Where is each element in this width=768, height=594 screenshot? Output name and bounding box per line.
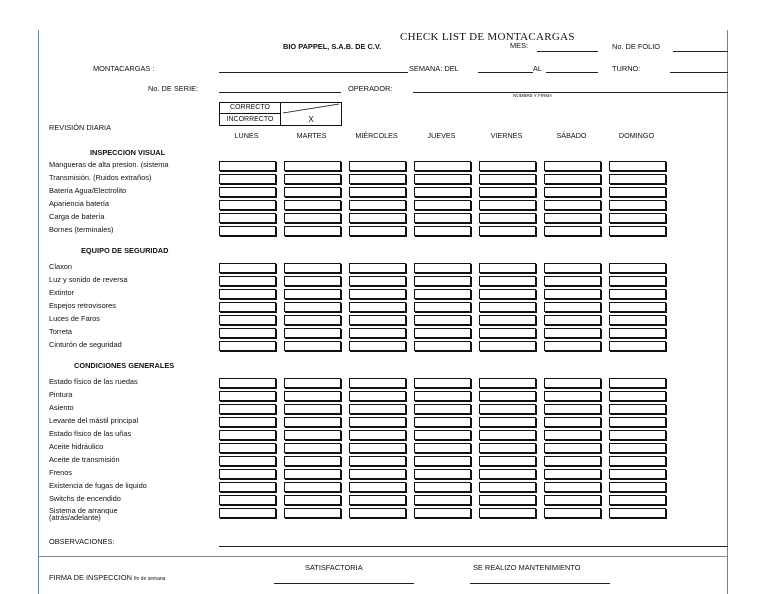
legend-box xyxy=(219,102,342,126)
checkbox-domingo[interactable] xyxy=(609,276,666,286)
checkbox-lunes[interactable] xyxy=(219,508,276,518)
operador-field[interactable] xyxy=(413,92,728,93)
checkbox-domingo[interactable] xyxy=(609,187,666,197)
checkbox-miercoles[interactable] xyxy=(349,404,406,414)
checkbox-jueves[interactable] xyxy=(414,200,471,210)
item-label: Existencia de fugas de liquido xyxy=(49,481,147,490)
checkbox-martes[interactable] xyxy=(284,341,341,351)
checkbox-viernes[interactable] xyxy=(479,417,536,427)
checkbox-jueves[interactable] xyxy=(414,391,471,401)
checkbox-viernes[interactable] xyxy=(479,161,536,171)
day-header-domingo: DOMINGO xyxy=(618,131,655,140)
checkbox-martes[interactable] xyxy=(284,263,341,273)
checkbox-sabado[interactable] xyxy=(544,276,601,286)
checkbox-miercoles[interactable] xyxy=(349,508,406,518)
footer-divider xyxy=(39,556,728,557)
checkbox-viernes[interactable] xyxy=(479,328,536,338)
checkbox-sabado[interactable] xyxy=(544,174,601,184)
checkbox-lunes[interactable] xyxy=(219,495,276,505)
checkbox-jueves[interactable] xyxy=(414,289,471,299)
item-label: Bornes (terminales) xyxy=(49,225,114,234)
serie-field[interactable] xyxy=(219,92,341,93)
revision-diaria-label: REVISIÓN DIARIA xyxy=(49,123,112,132)
checkbox-jueves[interactable] xyxy=(414,276,471,286)
checkbox-martes[interactable] xyxy=(284,417,341,427)
checkbox-sabado[interactable] xyxy=(544,213,601,223)
checkbox-sabado[interactable] xyxy=(544,302,601,312)
folio-field[interactable] xyxy=(673,51,728,52)
checkbox-miercoles[interactable] xyxy=(349,495,406,505)
checkbox-domingo[interactable] xyxy=(609,213,666,223)
checkbox-martes[interactable] xyxy=(284,328,341,338)
item-label: Frenos xyxy=(49,468,73,477)
checkbox-lunes[interactable] xyxy=(219,469,276,479)
checkbox-lunes[interactable] xyxy=(219,315,276,325)
serie-label: No. DE SERIE: xyxy=(148,84,199,93)
checkbox-miercoles[interactable] xyxy=(349,161,406,171)
checkbox-lunes[interactable] xyxy=(219,482,276,492)
item-label: Luces de Faros xyxy=(49,314,100,323)
item-label: Asiento xyxy=(49,403,74,412)
checkbox-sabado[interactable] xyxy=(544,328,601,338)
checkbox-lunes[interactable] xyxy=(219,430,276,440)
checkbox-martes[interactable] xyxy=(284,430,341,440)
checkbox-sabado[interactable] xyxy=(544,430,601,440)
checkbox-miercoles[interactable] xyxy=(349,443,406,453)
item-label: Luz y sonido de reversa xyxy=(49,275,128,284)
checkbox-miercoles[interactable] xyxy=(349,276,406,286)
checkbox-viernes[interactable] xyxy=(479,495,536,505)
checkbox-lunes[interactable] xyxy=(219,404,276,414)
checkbox-martes[interactable] xyxy=(284,174,341,184)
checkbox-lunes[interactable] xyxy=(219,187,276,197)
checkbox-viernes[interactable] xyxy=(479,302,536,312)
checkbox-martes[interactable] xyxy=(284,495,341,505)
item-label: Sistema de arranque (atrás/adelante) xyxy=(49,506,118,522)
checkbox-jueves[interactable] xyxy=(414,174,471,184)
checkbox-martes[interactable] xyxy=(284,443,341,453)
checkbox-miercoles[interactable] xyxy=(349,302,406,312)
checkbox-miercoles[interactable] xyxy=(349,417,406,427)
item-label: Carga de batería xyxy=(49,212,105,221)
checkbox-domingo[interactable] xyxy=(609,508,666,518)
checkbox-jueves[interactable] xyxy=(414,430,471,440)
checkbox-viernes[interactable] xyxy=(479,469,536,479)
checkbox-jueves[interactable] xyxy=(414,404,471,414)
checkbox-miercoles[interactable] xyxy=(349,289,406,299)
checkbox-sabado[interactable] xyxy=(544,226,601,236)
checkbox-viernes[interactable] xyxy=(479,289,536,299)
checkbox-sabado[interactable] xyxy=(544,391,601,401)
company-name: BIO PAPPEL, S.A.B. DE C.V. xyxy=(283,42,382,51)
legend-correcto: CORRECTO xyxy=(220,103,281,114)
checkbox-sabado[interactable] xyxy=(544,404,601,414)
checkbox-viernes[interactable] xyxy=(479,263,536,273)
al-label: AL xyxy=(533,64,543,73)
checkbox-domingo[interactable] xyxy=(609,302,666,312)
item-label: Aceite de transmisión xyxy=(49,455,120,464)
checkbox-miercoles[interactable] xyxy=(349,263,406,273)
checkbox-lunes[interactable] xyxy=(219,226,276,236)
checkbox-jueves[interactable] xyxy=(414,495,471,505)
checkbox-martes[interactable] xyxy=(284,213,341,223)
legend-incorrecto: INCORRECTO xyxy=(220,114,281,125)
checkbox-sabado[interactable] xyxy=(544,378,601,388)
checkbox-jueves[interactable] xyxy=(414,341,471,351)
checkbox-viernes[interactable] xyxy=(479,456,536,466)
checkbox-domingo[interactable] xyxy=(609,456,666,466)
checkbox-lunes[interactable] xyxy=(219,456,276,466)
checkbox-domingo[interactable] xyxy=(609,417,666,427)
montacargas-label: MONTACARGAS : xyxy=(93,64,155,73)
checkbox-jueves[interactable] xyxy=(414,226,471,236)
checkbox-jueves[interactable] xyxy=(414,187,471,197)
item-label: Apariencia batería xyxy=(49,199,109,208)
checkbox-viernes[interactable] xyxy=(479,482,536,492)
montacargas-field[interactable] xyxy=(219,72,408,73)
satisfactoria-field[interactable] xyxy=(274,583,414,584)
item-label: Claxon xyxy=(49,262,73,271)
checkbox-jueves[interactable] xyxy=(414,302,471,312)
checkbox-domingo[interactable] xyxy=(609,161,666,171)
checkbox-jueves[interactable] xyxy=(414,315,471,325)
checkbox-miercoles[interactable] xyxy=(349,187,406,197)
checkbox-domingo[interactable] xyxy=(609,328,666,338)
checkbox-sabado[interactable] xyxy=(544,200,601,210)
checkbox-miercoles[interactable] xyxy=(349,378,406,388)
checkbox-viernes[interactable] xyxy=(479,187,536,197)
checkbox-domingo[interactable] xyxy=(609,404,666,414)
checkbox-lunes[interactable] xyxy=(219,341,276,351)
item-label: Torreta xyxy=(49,327,73,336)
document-title: CHECK LIST DE MONTACARGAS xyxy=(400,31,575,43)
checkbox-martes[interactable] xyxy=(284,482,341,492)
checkbox-martes[interactable] xyxy=(284,404,341,414)
mes-label: MES: xyxy=(510,41,529,50)
checkbox-sabado[interactable] xyxy=(544,417,601,427)
checkbox-martes[interactable] xyxy=(284,378,341,388)
day-header-lunes: LUNES xyxy=(234,131,259,140)
folio-label: No. DE FOLIO xyxy=(612,42,661,51)
checkbox-miercoles[interactable] xyxy=(349,226,406,236)
checkbox-domingo[interactable] xyxy=(609,226,666,236)
item-label: Switchs de encendido xyxy=(49,494,121,503)
turno-field[interactable] xyxy=(670,72,728,73)
checkbox-jueves[interactable] xyxy=(414,456,471,466)
checkbox-lunes[interactable] xyxy=(219,161,276,171)
item-label: Extintor xyxy=(49,288,75,297)
checkbox-domingo[interactable] xyxy=(609,289,666,299)
checkbox-domingo[interactable] xyxy=(609,391,666,401)
item-label: Levante del mástil principal xyxy=(49,416,139,425)
checkbox-jueves[interactable] xyxy=(414,161,471,171)
checkbox-miercoles[interactable] xyxy=(349,391,406,401)
checkbox-miercoles[interactable] xyxy=(349,456,406,466)
checkbox-viernes[interactable] xyxy=(479,200,536,210)
checkbox-lunes[interactable] xyxy=(219,200,276,210)
checkbox-viernes[interactable] xyxy=(479,341,536,351)
turno-label: TURNO: xyxy=(612,64,641,73)
checkbox-jueves[interactable] xyxy=(414,508,471,518)
checkbox-domingo[interactable] xyxy=(609,378,666,388)
checkbox-martes[interactable] xyxy=(284,456,341,466)
checkbox-jueves[interactable] xyxy=(414,482,471,492)
checkbox-miercoles[interactable] xyxy=(349,341,406,351)
semana-label: SEMANA: DEL xyxy=(409,64,459,73)
checkbox-martes[interactable] xyxy=(284,391,341,401)
checkbox-miercoles[interactable] xyxy=(349,200,406,210)
checkbox-viernes[interactable] xyxy=(479,508,536,518)
checkbox-martes[interactable] xyxy=(284,226,341,236)
checkbox-jueves[interactable] xyxy=(414,378,471,388)
checkbox-martes[interactable] xyxy=(284,276,341,286)
checkbox-lunes[interactable] xyxy=(219,391,276,401)
page-left-border xyxy=(38,30,39,594)
item-label: Aceite hidráulico xyxy=(49,442,104,451)
checkbox-martes[interactable] xyxy=(284,161,341,171)
checkbox-lunes[interactable] xyxy=(219,213,276,223)
checkbox-jueves[interactable] xyxy=(414,417,471,427)
checkbox-martes[interactable] xyxy=(284,200,341,210)
operador-label: OPERADOR: xyxy=(348,84,393,93)
checkbox-domingo[interactable] xyxy=(609,443,666,453)
checkbox-miercoles[interactable] xyxy=(349,315,406,325)
legend-correct-mark-icon xyxy=(281,103,341,114)
day-header-sabado: SÁBADO xyxy=(556,131,587,140)
checkbox-martes[interactable] xyxy=(284,508,341,518)
checkbox-miercoles[interactable] xyxy=(349,469,406,479)
satisfactoria-label: SATISFACTORIA xyxy=(305,563,363,572)
checkbox-lunes[interactable] xyxy=(219,289,276,299)
nombre-firma-caption: NOMBRE Y FIRMA xyxy=(513,93,553,98)
page-right-border xyxy=(727,30,728,594)
checkbox-lunes[interactable] xyxy=(219,417,276,427)
day-header-viernes: VIERNES xyxy=(490,131,523,140)
checkbox-lunes[interactable] xyxy=(219,263,276,273)
checkbox-domingo[interactable] xyxy=(609,200,666,210)
checkbox-jueves[interactable] xyxy=(414,469,471,479)
section-title-seguridad: EQUIPO DE SEGURIDAD xyxy=(81,246,169,255)
section-title-visual: INSPECCION VISUAL xyxy=(90,148,166,157)
checkbox-lunes[interactable] xyxy=(219,328,276,338)
semana-del-field[interactable] xyxy=(478,72,533,73)
checkbox-miercoles[interactable] xyxy=(349,430,406,440)
mantenimiento-field[interactable] xyxy=(470,583,610,584)
item-label: Estado físico de las ruedas xyxy=(49,377,138,386)
checkbox-lunes[interactable] xyxy=(219,174,276,184)
mantenimiento-label: SE REALIZO MANTENIMIENTO xyxy=(473,563,581,572)
checkbox-lunes[interactable] xyxy=(219,378,276,388)
checkbox-martes[interactable] xyxy=(284,302,341,312)
checkbox-sabado[interactable] xyxy=(544,443,601,453)
checkbox-sabado[interactable] xyxy=(544,495,601,505)
checkbox-viernes[interactable] xyxy=(479,315,536,325)
checkbox-lunes[interactable] xyxy=(219,276,276,286)
checkbox-viernes[interactable] xyxy=(479,226,536,236)
observaciones-field[interactable] xyxy=(219,546,728,547)
checkbox-lunes[interactable] xyxy=(219,302,276,312)
checkbox-domingo[interactable] xyxy=(609,174,666,184)
checkbox-viernes[interactable] xyxy=(479,174,536,184)
checkbox-miercoles[interactable] xyxy=(349,328,406,338)
checkbox-viernes[interactable] xyxy=(479,404,536,414)
checkbox-sabado[interactable] xyxy=(544,456,601,466)
checkbox-jueves[interactable] xyxy=(414,263,471,273)
item-label: Pintura xyxy=(49,390,73,399)
checkbox-viernes[interactable] xyxy=(479,276,536,286)
checkbox-jueves[interactable] xyxy=(414,213,471,223)
firma-inspeccion-label xyxy=(49,573,165,582)
semana-al-field[interactable] xyxy=(546,72,598,73)
checkbox-jueves[interactable] xyxy=(414,443,471,453)
checkbox-sabado[interactable] xyxy=(544,187,601,197)
firma-note: fin de semana xyxy=(134,576,166,582)
checkbox-domingo[interactable] xyxy=(609,482,666,492)
item-label: Cinturón de seguridad xyxy=(49,340,122,349)
item-label: Mangueras de alta presion. (sistema xyxy=(49,160,169,169)
checkbox-miercoles[interactable] xyxy=(349,213,406,223)
checkbox-jueves[interactable] xyxy=(414,328,471,338)
checkbox-miercoles[interactable] xyxy=(349,482,406,492)
checkbox-sabado[interactable] xyxy=(544,341,601,351)
item-label: Espejos retrovisores xyxy=(49,301,116,310)
section-title-generales: CONDICIONES GENERALES xyxy=(74,361,175,370)
checkbox-sabado[interactable] xyxy=(544,289,601,299)
day-header-miercoles: MIÉRCOLES xyxy=(355,131,398,140)
checkbox-domingo[interactable] xyxy=(609,495,666,505)
checkbox-sabado[interactable] xyxy=(544,161,601,171)
checkbox-viernes[interactable] xyxy=(479,443,536,453)
checkbox-martes[interactable] xyxy=(284,289,341,299)
item-label: Transmisión. (Ruidos extraños) xyxy=(49,173,152,182)
checkbox-miercoles[interactable] xyxy=(349,174,406,184)
checkbox-martes[interactable] xyxy=(284,315,341,325)
checkbox-martes[interactable] xyxy=(284,187,341,197)
checkbox-domingo[interactable] xyxy=(609,263,666,273)
checkbox-viernes[interactable] xyxy=(479,391,536,401)
checkbox-viernes[interactable] xyxy=(479,430,536,440)
day-header-jueves: JUEVES xyxy=(427,131,456,140)
mes-field[interactable] xyxy=(537,51,598,52)
firma-label: FIRMA DE INSPECCION xyxy=(49,573,132,582)
checkbox-domingo[interactable] xyxy=(609,341,666,351)
checkbox-sabado[interactable] xyxy=(544,263,601,273)
checkbox-lunes[interactable] xyxy=(219,443,276,453)
checkbox-domingo[interactable] xyxy=(609,315,666,325)
checkbox-martes[interactable] xyxy=(284,469,341,479)
item-label: Estado físico de las uñas xyxy=(49,429,132,438)
checkbox-domingo[interactable] xyxy=(609,430,666,440)
checkbox-sabado[interactable] xyxy=(544,469,601,479)
checkbox-viernes[interactable] xyxy=(479,213,536,223)
item-label: Batería Agua/Electrolito xyxy=(49,186,127,195)
day-header-martes: MARTES xyxy=(296,131,327,140)
legend-incorrect-mark: X xyxy=(308,115,314,124)
checkbox-sabado[interactable] xyxy=(544,482,601,492)
checkbox-sabado[interactable] xyxy=(544,315,601,325)
checkbox-viernes[interactable] xyxy=(479,378,536,388)
observaciones-label: OBSERVACIONES: xyxy=(49,537,115,546)
checkbox-sabado[interactable] xyxy=(544,508,601,518)
checkbox-domingo[interactable] xyxy=(609,469,666,479)
